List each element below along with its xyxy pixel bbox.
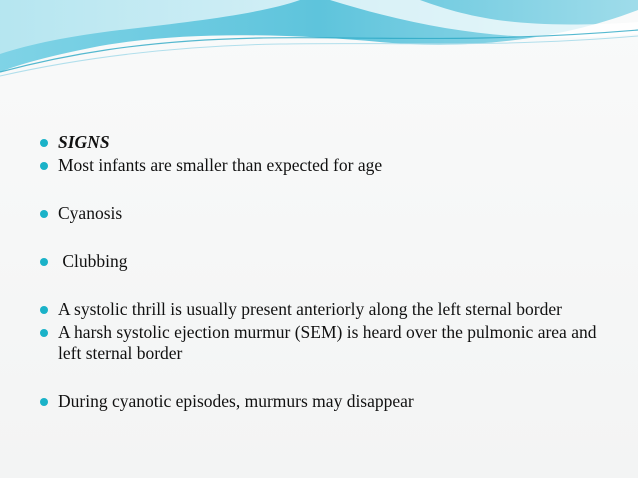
- bullet-text: Clubbing: [58, 251, 128, 271]
- bullet-text: A systolic thrill is usually present anteriorly along the left sternal border: [58, 299, 562, 319]
- list-item: [40, 203, 610, 224]
- bullet-text: Cyanosis: [58, 203, 123, 223]
- bullet-dot-icon: [40, 210, 48, 218]
- bullet-dot-icon: [40, 398, 48, 406]
- bullet-dot-icon: [40, 162, 48, 170]
- list-item: [40, 251, 610, 272]
- bullet-text: During cyanotic episodes, murmurs may disappear: [58, 391, 414, 411]
- bullet-text: Most infants are smaller than expected for age: [58, 155, 383, 175]
- bullet-dot-icon: [40, 139, 48, 147]
- bullet-dot-icon: [40, 258, 48, 266]
- list-item: [40, 391, 610, 412]
- list-item: [40, 155, 610, 176]
- bullet-list: [40, 132, 610, 412]
- header-wave-decoration: [0, 0, 638, 80]
- bullet-dot-icon: [40, 306, 48, 314]
- list-item: [40, 322, 610, 364]
- list-item: [40, 132, 610, 153]
- signs-heading: SIGNS: [58, 132, 110, 152]
- list-item: [40, 299, 610, 320]
- bullet-text: A harsh systolic ejection murmur (SEM) is heard over the pulmonic area and left sternal border: [58, 322, 597, 363]
- bullet-dot-icon: [40, 329, 48, 337]
